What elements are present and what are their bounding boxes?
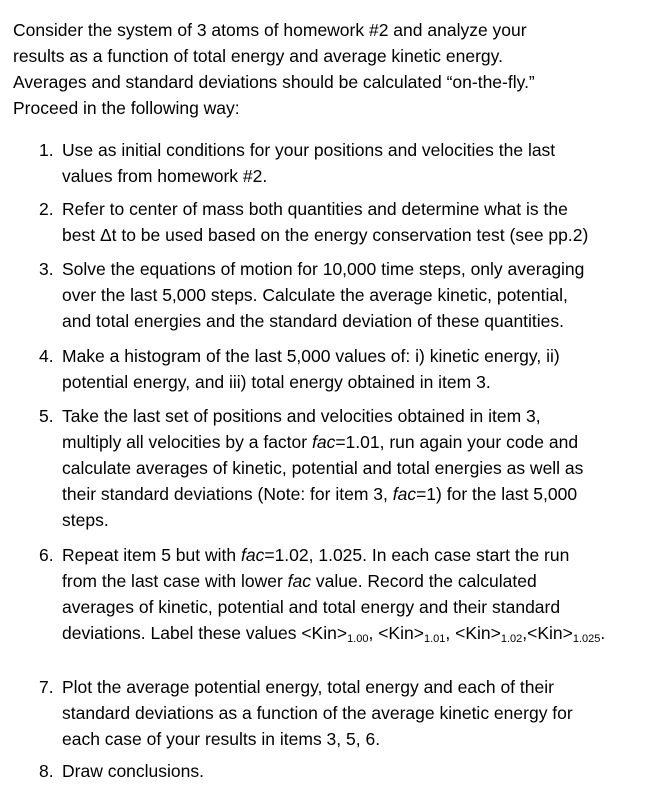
subscript: 1.02	[500, 633, 523, 645]
text-run: value. Record the calculated	[311, 571, 537, 591]
text-run: their standard deviations (Note: for item 3,	[62, 484, 393, 504]
item-number: 6.	[39, 545, 54, 565]
text-run: deviations. Label these values <Kin>	[62, 623, 348, 643]
item-line	[62, 542, 664, 568]
item-line	[62, 620, 664, 646]
text-run: , <Kin>	[445, 623, 501, 643]
item-line: best Δt to be used based on the energy conservation test (see pp.2)	[62, 225, 589, 245]
text-run: , <Kin>	[368, 623, 424, 643]
text-run: multiply all velocities by a factor	[62, 432, 312, 452]
item-text	[62, 256, 664, 334]
item-line: Plot the average potential energy, total energy and each of their	[62, 677, 554, 697]
item-text	[62, 758, 664, 784]
list-item-8	[39, 758, 664, 784]
list-item-6	[39, 542, 664, 646]
item-number: 7.	[39, 677, 54, 697]
fac-variable: fac	[240, 545, 265, 565]
text-run: =1) for the last 5,000	[416, 484, 578, 504]
item-line: Use as initial conditions for your positions and velocities the last	[62, 140, 556, 160]
fac-variable: fac	[392, 484, 417, 504]
item-text	[62, 403, 664, 533]
item-line: standard deviations as a function of the average kinetic energy for	[62, 703, 573, 723]
item-line: each case of your results in items 3, 5, 6.	[62, 729, 381, 749]
list-item-5	[39, 403, 664, 533]
item-line: Solve the equations of motion for 10,000 time steps, only averaging	[62, 259, 585, 279]
item-line: Draw conclusions.	[62, 761, 204, 781]
item-line	[62, 481, 664, 507]
item-line: potential energy, and iii) total energy obtained in item 3.	[62, 372, 491, 392]
subscript: 1.01	[423, 633, 446, 645]
item-line: over the last 5,000 steps. Calculate the average kinetic, potential,	[62, 285, 568, 305]
fac-variable: fac	[311, 432, 336, 452]
item-line	[62, 429, 664, 455]
item-text	[62, 674, 664, 752]
text-run: .	[600, 623, 606, 643]
list-item-7	[39, 674, 664, 752]
item-line: calculate averages of kinetic, potential and total energies as well as	[62, 458, 584, 478]
intro-line: Averages and standard deviations should be calculated “on-the-fly.”	[13, 72, 535, 92]
intro-line: Proceed in the following way:	[13, 98, 240, 118]
subscript: 1.025	[572, 633, 601, 645]
item-text	[62, 137, 664, 189]
item-line: steps.	[62, 510, 109, 530]
item-text	[62, 542, 664, 646]
text-run: Repeat item 5 but with	[62, 545, 241, 565]
fac-variable: fac	[287, 571, 311, 591]
list-item-1	[39, 137, 664, 189]
item-number: 8.	[39, 761, 54, 781]
text-run: ,<Kin>	[522, 623, 573, 643]
item-line: Refer to center of mass both quantities and determine what is the	[62, 199, 568, 219]
item-number: 5.	[39, 406, 54, 426]
intro-line: Consider the system of 3 atoms of homework #2 and analyze your	[13, 20, 527, 40]
item-number: 2.	[39, 199, 54, 219]
item-line: and total energies and the standard deviation of these quantities.	[62, 311, 565, 331]
item-line: Make a histogram of the last 5,000 values of: i) kinetic energy, ii)	[62, 346, 560, 366]
list-item-4	[39, 343, 664, 395]
list-item-3	[39, 256, 664, 334]
item-line: values from homework #2.	[62, 166, 268, 186]
item-text	[62, 343, 664, 395]
item-text	[62, 196, 664, 248]
item-number: 3.	[39, 259, 54, 279]
item-number: 1.	[39, 140, 54, 160]
intro-line: results as a function of total energy and average kinetic energy.	[13, 46, 503, 66]
text-run: =1.01, run again your code and	[335, 432, 579, 452]
text-run: =1.02, 1.025. In each case start the run	[264, 545, 570, 565]
text-run: from the last case with lower	[62, 571, 288, 591]
list-item-2	[39, 196, 664, 248]
item-line: averages of kinetic, potential and total energy and their standard	[62, 597, 561, 617]
item-line: Take the last set of positions and velocities obtained in item 3,	[62, 406, 541, 426]
item-number: 4.	[39, 346, 54, 366]
subscript: 1.00	[347, 633, 369, 645]
item-line	[62, 568, 664, 594]
intro-paragraph	[13, 17, 663, 121]
